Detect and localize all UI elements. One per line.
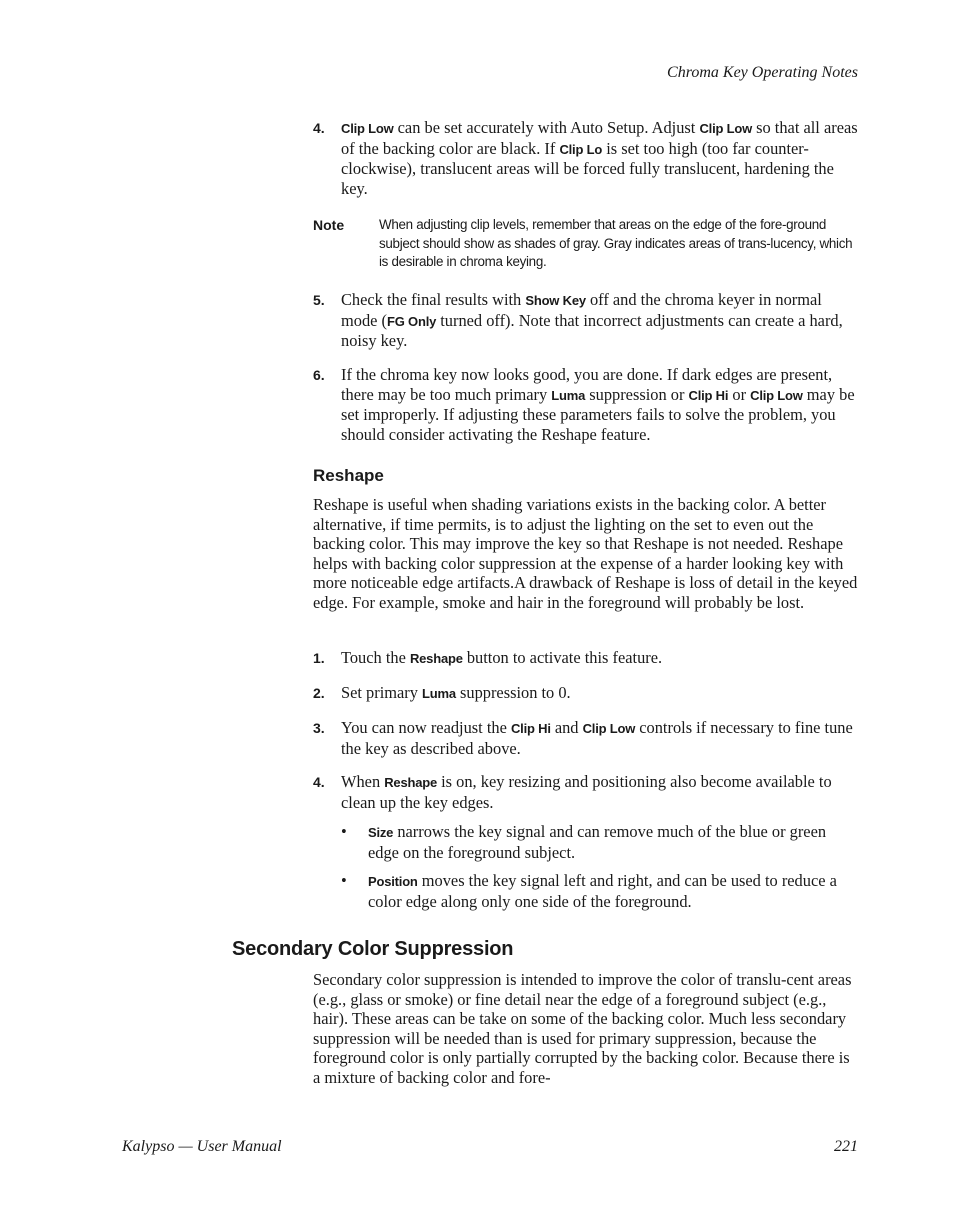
step-text: [341, 718, 858, 758]
step-number: 6.: [313, 367, 325, 383]
section-heading: Secondary Color Suppression: [232, 938, 514, 960]
bullet-position: [341, 871, 858, 911]
text-run: Check the final results with: [341, 290, 526, 309]
step-text: [341, 365, 858, 444]
step-4-clip-low: [313, 118, 858, 198]
bullet-icon: •: [341, 822, 347, 841]
text-run: can be set accurately with Auto Setup. Adjust: [393, 118, 700, 137]
text-run: may be set improperly. If adjusting these parameters fails to solve the problem, you should consider activating the Reshape feature.: [341, 384, 855, 444]
text-run: turned off). Note that incorrect adjustments can create a hard, noisy key.: [341, 310, 843, 351]
note-label: Note: [313, 217, 345, 233]
control-name: Clip Hi: [688, 387, 729, 403]
control-name: Clip Low: [699, 121, 753, 136]
bullet-icon: •: [341, 871, 347, 890]
text-run: is set too high (too far counter-clockwise), translucent areas will be forced fully translucent, hardening the key.: [341, 138, 834, 198]
page-number: 221: [834, 1138, 858, 1155]
text-run: When: [341, 772, 385, 791]
text-run: suppression to 0.: [455, 683, 571, 702]
reshape-step-2: [313, 683, 858, 704]
reshape-step-4: [313, 772, 858, 812]
control-name: Clip Low: [750, 387, 803, 403]
secondary-paragraph: Secondary color suppression is intended to improve the color of translu-cent areas (e.g., glass or smoke) or fine detail near the edge of a foreground subject (e.g., hair). These areas can be take on some of the backing color. Much less secondary suppression will be needed than is used for primary suppression, because the foreground color is only partially corrupted by the backing color. Because there is a mixture of backing color and fore-: [313, 970, 852, 1087]
text-run: controls if necessary to fine tune the key as described above.: [341, 718, 853, 758]
step-6: [313, 365, 858, 444]
control-name: Luma: [551, 387, 586, 403]
control-name: Luma: [422, 686, 456, 701]
text-run: If the chroma key now looks good, you are done. If dark edges are present, there may be too much primary: [341, 365, 833, 404]
control-name: Reshape: [384, 775, 438, 790]
control-name: Clip Hi: [510, 721, 551, 736]
step-number: 2.: [313, 685, 325, 701]
control-name: Show Key: [525, 293, 586, 308]
note-text: When adjusting clip levels, remember that areas on the edge of the fore-ground subject should show as shades of gray. Gray indicates areas of trans-lucency, which is desirable in chroma keying.: [379, 217, 853, 269]
text-run: so that all areas of the backing color are black. If: [341, 118, 858, 158]
reshape-heading: Reshape: [313, 466, 384, 485]
reshape-intro: Reshape is useful when shading variations exists in the backing color. A better alternative, if time permits, is to adjust the lighting on the set to even out the backing color. This may improve the key so that Reshape is not needed. Reshape helps with backing color suppression at the expense of a harder looking key with more noticeable edge artifacts.A drawback of Reshape is loss of detail in the keyed edge. For example, smoke and hair in the foreground will probably be lost.: [313, 495, 858, 612]
text-run: narrows the key signal and can remove much of the blue or green edge on the foreground subject.: [368, 822, 827, 862]
bullet-size: [341, 822, 858, 862]
step-text: [341, 772, 858, 812]
text-run: Touch the: [341, 648, 410, 667]
text-run: or: [728, 384, 751, 404]
bullet-text: [368, 871, 858, 911]
running-header: Chroma Key Operating Notes: [667, 64, 858, 81]
control-name: Clip Low: [582, 721, 636, 736]
step-5: [313, 290, 858, 351]
step-number: 4.: [313, 774, 325, 790]
text-run: off and the chroma keyer in normal mode (: [341, 290, 822, 330]
text-run: and: [550, 718, 583, 737]
text-run: button to activate this feature.: [462, 648, 663, 667]
text-run: You can now readjust the: [341, 718, 511, 737]
control-name: Position: [368, 874, 418, 889]
reshape-step-1: [313, 648, 858, 669]
step-number: 4.: [313, 120, 325, 136]
step-text: [341, 648, 858, 669]
text-run: is on, key resizing and positioning also become available to clean up the key edges.: [341, 772, 832, 812]
step-number: 5.: [313, 292, 325, 308]
reshape-step-3: [313, 718, 858, 758]
footer-manual-title: Kalypso — User Manual: [122, 1138, 282, 1155]
control-name: Clip Lo: [559, 141, 603, 157]
text-run: Set primary: [341, 683, 423, 702]
step-text: [341, 290, 858, 351]
text-run: moves the key signal left and right, and can be used to reduce a color edge along only one side of the foreground.: [368, 871, 837, 911]
note-block: [313, 216, 858, 272]
control-name: Reshape: [409, 651, 463, 666]
step-text: [341, 683, 858, 704]
bullet-text: [368, 822, 858, 862]
text-run: suppression or: [585, 384, 689, 404]
control-name: Size: [368, 825, 394, 840]
step-number: 1.: [313, 650, 325, 666]
control-name: FG Only: [386, 313, 437, 329]
step-text: [341, 118, 858, 198]
control-name: Clip Low: [341, 121, 394, 136]
step-number: 3.: [313, 720, 325, 736]
